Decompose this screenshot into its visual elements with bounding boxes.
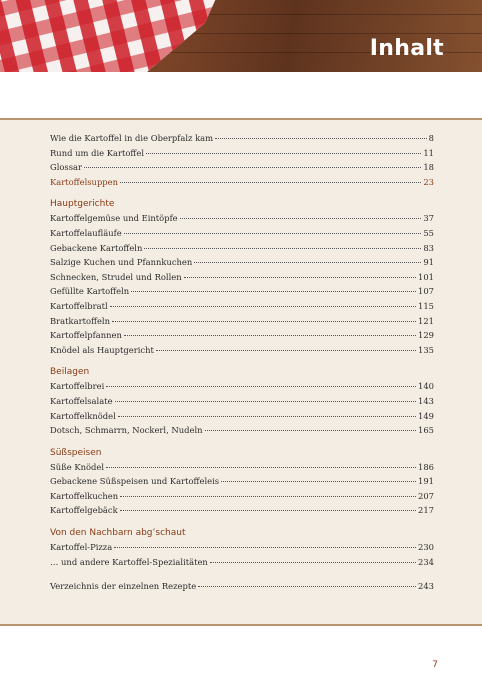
- toc-entry-title: … und andere Kartoffel-Spezialitäten: [50, 556, 208, 567]
- toc-entry-title: Kartoffelkuchen: [50, 490, 119, 501]
- toc-entry-title: Kartoffelsalate: [50, 395, 113, 406]
- toc-entry-title: Kartoffelbratl: [50, 300, 108, 311]
- toc-entry-page: 191: [418, 476, 434, 487]
- toc-entry-title: Kartoffelgebäck: [50, 505, 118, 516]
- toc-entry-page: 121: [418, 315, 434, 326]
- toc-entry[interactable]: [50, 379, 434, 394]
- checkered-tablecloth-image: [0, 0, 282, 72]
- toc-entry[interactable]: [50, 540, 434, 555]
- toc-entry[interactable]: [50, 284, 434, 299]
- toc-entry-title: Verzeichnis der einzelnen Rezepte: [50, 581, 197, 592]
- toc-entry-title: Gebackene Kartoffeln: [50, 242, 143, 253]
- toc-entry-title: Dotsch, Schmarrn, Nockerl, Nudeln: [50, 425, 203, 436]
- section-heading-beilagen: Beilagen: [50, 367, 90, 378]
- toc-entry-title: Bratkartoffeln: [50, 315, 110, 326]
- toc-entry-title: Salzige Kuchen und Pfannkuchen: [50, 257, 193, 268]
- toc-entry-title: Kartoffelgemüse und Eintöpfe: [50, 213, 178, 224]
- page-title: Inhalt: [369, 36, 444, 61]
- section-heading-hauptgerichte: Hauptgerichte: [50, 199, 115, 210]
- toc-entry[interactable]: [50, 211, 434, 226]
- toc-entry-page: 107: [418, 286, 434, 297]
- toc-entry-soups[interactable]: [50, 175, 434, 190]
- toc-entry-page: 91: [423, 257, 434, 268]
- toc-entry-page: 140: [418, 381, 434, 392]
- toc-entry[interactable]: [50, 409, 434, 424]
- table-of-contents: [0, 118, 482, 626]
- toc-entry-title: Süße Knödel: [50, 461, 105, 472]
- toc-entry-title: Kartoffel-Pizza: [50, 542, 113, 553]
- toc-entry-page: 243: [418, 581, 434, 592]
- toc-entry-recipe-index[interactable]: [50, 579, 434, 594]
- toc-entry-title: Gebackene Süßspeisen und Kartoffeleis: [50, 476, 220, 487]
- toc-entry-page: 143: [418, 395, 434, 406]
- toc-entry[interactable]: [50, 226, 434, 241]
- toc-entry-page: 135: [418, 344, 434, 355]
- toc-entry-page: 8: [428, 133, 434, 143]
- toc-entry[interactable]: [50, 131, 434, 146]
- page-number: 7: [432, 660, 438, 670]
- toc-entry[interactable]: [50, 255, 434, 270]
- toc-entry[interactable]: [50, 503, 434, 518]
- toc-entry[interactable]: [50, 423, 434, 438]
- toc-entry-page: 83: [423, 242, 434, 253]
- toc-entry-title: Kartoffelsuppen: [50, 176, 119, 187]
- toc-entry[interactable]: [50, 489, 434, 504]
- toc-entry[interactable]: [50, 474, 434, 489]
- toc-entry-title: Kartoffelpfannen: [50, 330, 122, 341]
- toc-entry-title: Knödel als Hauptgericht: [50, 344, 154, 355]
- toc-entry[interactable]: [50, 394, 434, 409]
- toc-entry[interactable]: [50, 160, 434, 175]
- toc-entry-page: 217: [418, 505, 434, 516]
- section-heading-suessspeisen: Süßspeisen: [50, 447, 102, 458]
- toc-entry-page: 11: [423, 147, 434, 158]
- section-heading-nachbarn: Von den Nachbarn abg’schaut: [50, 528, 186, 539]
- toc-entry-title: Rund um die Kartoffel: [50, 147, 145, 158]
- toc-entry[interactable]: [50, 460, 434, 475]
- toc-entry-page: 23: [423, 176, 434, 187]
- toc-entry-title: Glossar: [50, 162, 83, 173]
- toc-entry[interactable]: [50, 241, 434, 256]
- toc-entry[interactable]: [50, 146, 434, 161]
- toc-entry-page: 37: [423, 213, 434, 224]
- toc-entry-page: 115: [418, 300, 434, 311]
- toc-entry[interactable]: [50, 555, 434, 570]
- toc-entry[interactable]: [50, 270, 434, 285]
- toc-entry-page: 149: [418, 410, 434, 421]
- toc-entry-title: Gefüllte Kartoffeln: [50, 286, 130, 297]
- toc-entry-page: 129: [418, 330, 434, 341]
- toc-entry[interactable]: [50, 343, 434, 358]
- toc-entry-page: 18: [423, 162, 434, 173]
- toc-entry[interactable]: [50, 314, 434, 329]
- toc-entry-page: 55: [423, 227, 434, 238]
- toc-entry-title: Schnecken, Strudel und Rollen: [50, 271, 182, 282]
- toc-entry[interactable]: [50, 299, 434, 314]
- toc-entry-title: Wie die Kartoffel in die Oberpfalz kam: [50, 133, 214, 143]
- toc-entry-title: Kartoffelknödel: [50, 410, 116, 421]
- toc-entry-page: 234: [418, 556, 434, 567]
- toc-entry-page: 207: [418, 490, 434, 501]
- toc-entry-title: Kartoffelaufläufe: [50, 227, 122, 238]
- toc-entry[interactable]: [50, 328, 434, 343]
- toc-entry-page: 186: [418, 461, 434, 472]
- header-banner: [0, 0, 482, 72]
- toc-entry-page: 101: [418, 271, 434, 282]
- toc-entry-page: 230: [418, 542, 434, 553]
- toc-entry-title: Kartoffelbrei: [50, 381, 105, 392]
- toc-entry-page: 165: [418, 425, 434, 436]
